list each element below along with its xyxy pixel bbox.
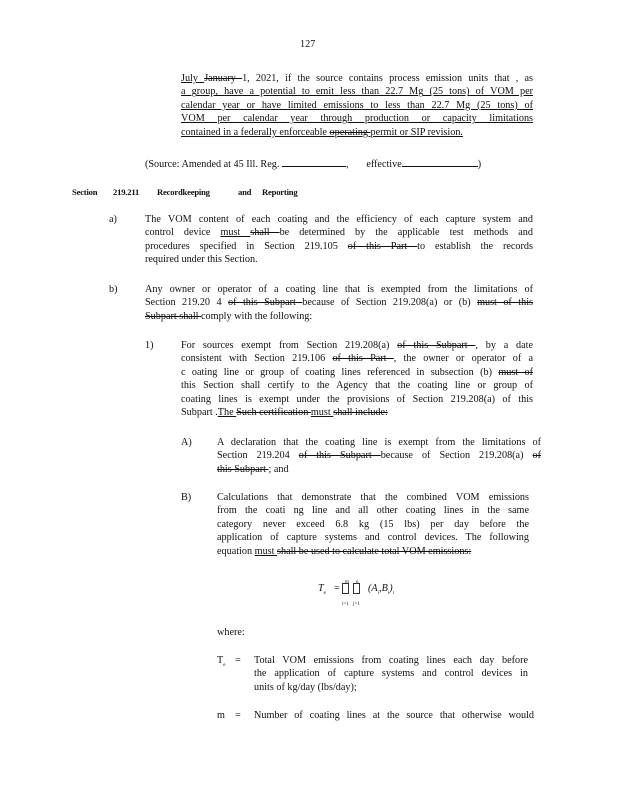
page-number: 127 [300,39,316,50]
section-title-and: and [238,187,252,197]
section-label: Section [72,187,98,197]
intro-paragraph [181,72,533,139]
item-1: For sources exempt from Section 219.208(a) of this Subpart , by a date consistent with Section 219.106 of this Part , the owner or operator of a c oating line or group of coating lines referenced in subsection (b) must of this Section shall certify to the Agency that the coating line or group of coating lines is exempt under the provisions of Section 219.208(a) of this Subpart .The Such certification must shall include: [181,340,533,419]
intro-line-2: a group, have a potential to emit less than 22.7 Mg (25 tons) of VOM per [181,86,533,98]
def-m-symbol: m [217,710,225,721]
sum-symbol-2 [353,583,360,594]
def-te-text: Total VOM emissions from coating lines each day before the application of capture systems and control devices in units of kg/day (lbs/day); [254,655,528,693]
para-b-marker: b) [109,284,118,295]
intro-line-1: July January 1, 2021, if the source contains process emission units that , as [181,73,533,84]
intro-line-4: VOM per calendar year through production or capacity limitations [181,113,533,125]
section-title-b: Reporting [262,187,298,197]
item-a-marker: A) [181,437,192,448]
def-te-symbol: $T_e$ [217,655,226,669]
source-note: (Source: Amended at 45 Ill. Reg. , effective ) [145,159,482,170]
def-m-equals: = [235,710,241,721]
sum-symbol-1 [342,583,349,594]
section-number: 219.211 [113,187,140,197]
intro-line-3: calendar year or have limited emissions to less than 22.7 Mg (25 tons) of [181,99,533,111]
para-a-marker: a) [109,214,117,225]
def-m-text: Number of coating lines at the source that otherwise would [254,710,534,721]
para-b: Any owner or operator of a coating line that is exempted from the limitations of Section 219.20 4 of this Subpart because of Section 219.208(a) or (b) must of this Subpart shall comply with the following: [145,284,533,322]
effective-blank [402,157,478,167]
item-b: Calculations that demonstrate that the combined VOM emissions from the coati ng line and all other coating lines in the same category never exceed 6.8 kg (15 lbs) per day before the application of capture systems and control devices. The following equation must shall be used to calculate total VOM emissions: [217,492,529,557]
item-a: A declaration that the coating line is exempt from the limitations of Section 219.204 of this Subpart because of Section 219.208(a) of this Subpart ; and [217,437,541,475]
where-label: where: [217,627,245,638]
reg-blank [282,157,346,167]
def-te-equals: = [235,655,241,666]
section-title-a: Recordkeeping [157,187,210,197]
para-a: The VOM content of each coating and the efficiency of each capture system and control device must shall be determined by the applicable test methods and procedures specified in Section 219.105 of this Part to establish the records required under this Section. [145,214,533,266]
item-b-marker: B) [181,492,192,503]
item-1-marker: 1) [145,340,154,351]
intro-line-5: contained in a federally enforceable operating permit or SIP revision. [181,126,463,138]
vom-equation: $T_e$ = m n i=1 j=1 $(A_i,B_i)_i$ [318,580,394,607]
